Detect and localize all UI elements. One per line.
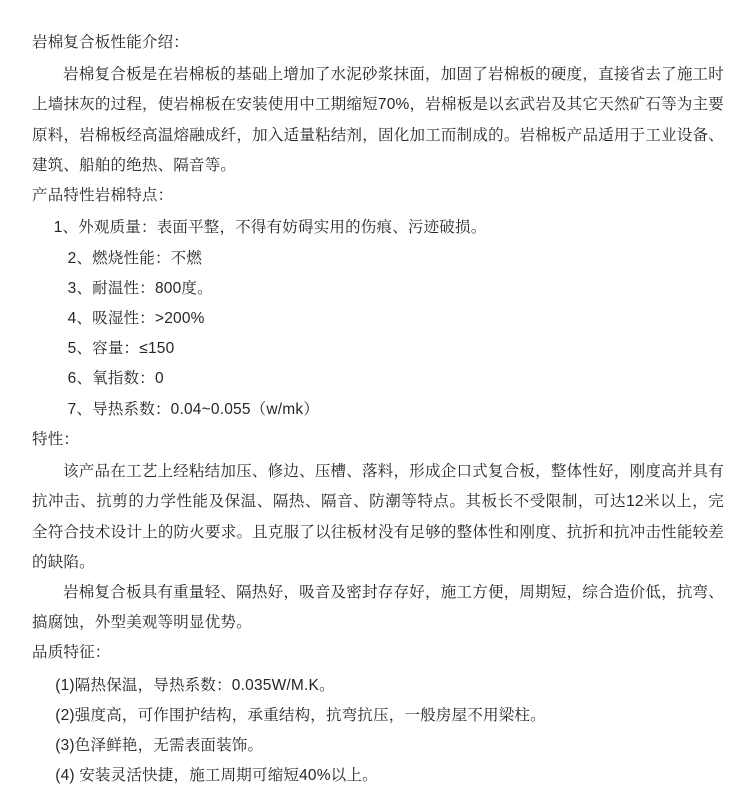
list-item: 7、导热系数：0.04~0.055（w/mk）	[67, 400, 320, 418]
list-item: 6、氧指数：0	[67, 370, 164, 388]
section-characteristics	[32, 425, 724, 639]
list-item: 1、外观质量：表面平整，不得有妨碍实用的伤痕、污迹破损。	[53, 219, 487, 237]
list-item: 3、耐温性：800度。	[67, 279, 213, 297]
section-heading-features: 产品特性岩棉特点：	[32, 187, 174, 205]
list-item: (3)色泽鲜艳，无需表面装饰。	[55, 737, 264, 755]
paragraph-intro-1: 岩棉复合板是在岩棉板的基础上增加了水泥砂浆抹面，加固了岩棉板的硬度，直接省去了施工时上墙抹灰的过程，使岩棉板在安装使用中工期缩短70%，岩棉板是以玄武岩及其它天然矿石等为主要原料，岩棉板经高温熔融成纤，加入适量粘结剂，固化加工而制成的。岩棉板产品适用于工业设备、建筑、船舶的绝热、隔音等。	[32, 66, 724, 174]
document-body	[32, 28, 724, 791]
section-intro	[32, 28, 724, 181]
section-heading-characteristics: 特性：	[32, 430, 80, 448]
paragraph-characteristics-2: 岩棉复合板具有重量轻、隔热好，吸音及密封存存好，施工方便，周期短，综合造价低，抗弯、搞腐蚀，外型美观等明显优势。	[32, 583, 724, 632]
list-item: 2、燃烧性能：不燃	[67, 249, 203, 267]
section-heading-intro: 岩棉复合板性能介绍：	[32, 34, 190, 51]
list-item: 4、吸湿性：>200%	[67, 309, 205, 327]
list-item: (2)强度高，可作围护结构，承重结构，抗弯抗压，一般房屋不用梁柱。	[55, 706, 546, 724]
section-quality	[32, 638, 724, 791]
paragraph-characteristics-1: 该产品在工艺上经粘结加压、修边、压槽、落料，形成企口式复合板，整体性好，刚度高并具有抗冲击、抗剪的力学性能及保温、隔热、隔音、防潮等特点。其板长不受限制，可达12米以上，完全符合技术设计上的防火要求。且克服了以往板材没有足够的整体性和刚度、抗折和抗冲击性能较差的缺陷。	[32, 463, 724, 571]
list-item: (4) 安装灵活快捷，施工周期可缩短40%以上。	[55, 767, 378, 785]
section-features	[32, 181, 724, 425]
list-item: 5、容量：≤150	[67, 340, 175, 358]
section-heading-quality: 品质特征：	[32, 644, 111, 662]
list-item: (1)隔热保温，导热系数：0.035W/M.K。	[55, 676, 335, 694]
